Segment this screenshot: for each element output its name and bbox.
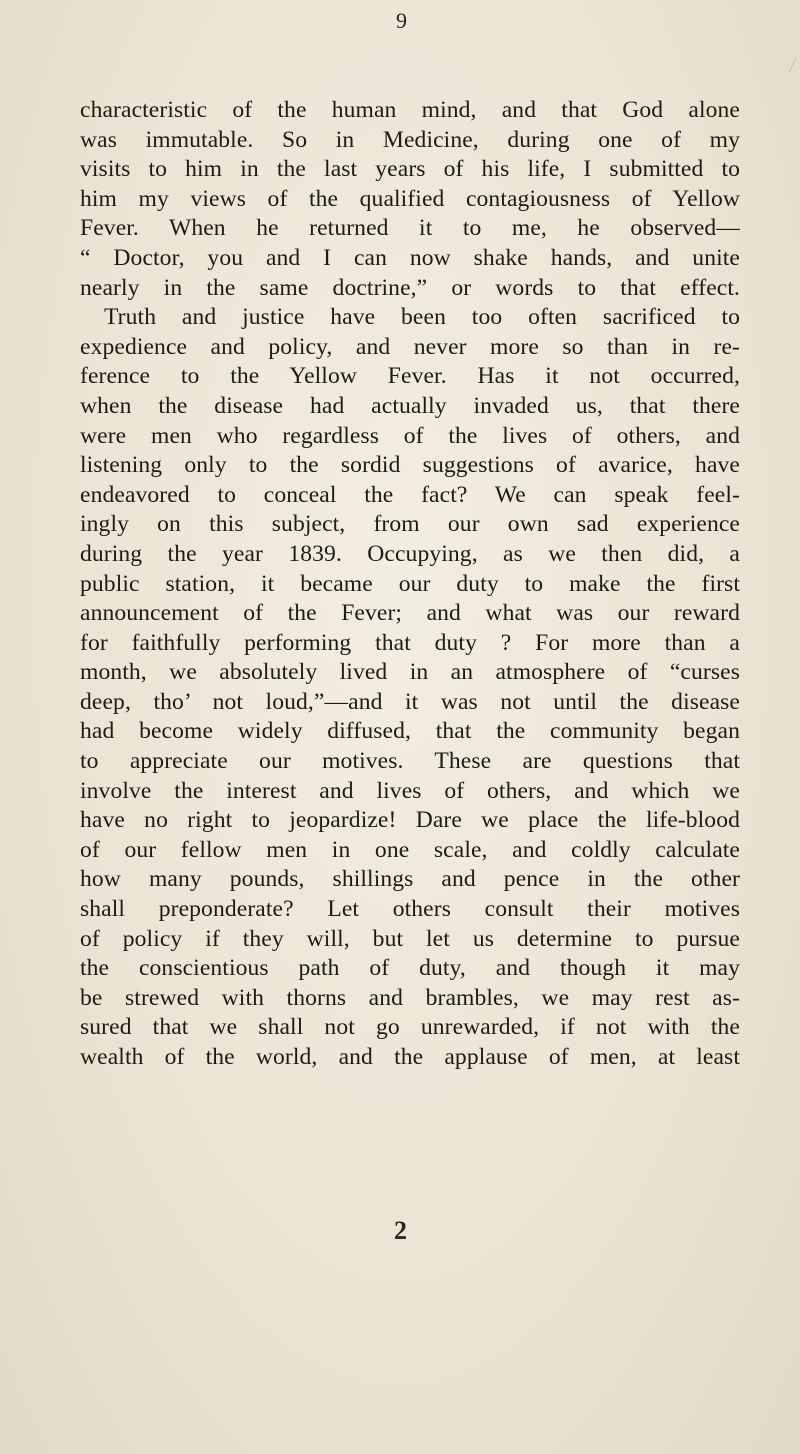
text-line: how many pounds, shillings and pence in the other (80, 866, 740, 893)
page-edge-mark (789, 57, 800, 74)
page-number: 9 (396, 8, 407, 33)
text-line: deep, tho’ not loud,”—and it was not until the disease (80, 688, 740, 715)
text-line: characteristic of the human mind, and that God alone (80, 97, 740, 123)
text-line: announcement of the Fever; and what was our reward (80, 600, 740, 627)
text-line: ingly on this subject, from our own sad experience (80, 511, 740, 538)
text-line: during the year 1839. Occupying, as we then did, a (80, 540, 740, 567)
text-line: him my views of the qualified contagiousness of Yellow (80, 185, 740, 212)
body-text (80, 96, 740, 1073)
text-line: listening only to the sordid suggestions of avarice, have (80, 452, 740, 479)
text-line: when the disease had actually invaded us, that there (80, 392, 740, 419)
text-line: “ Doctor, you and I can now shake hands, and unite (80, 244, 740, 271)
text-line: of our fellow men in one scale, and coldly calculate (80, 836, 740, 863)
text-line: public station, it became our duty to make the first (80, 570, 740, 597)
text-line: to appreciate our motives. These are questions that (80, 748, 740, 775)
text-line: wealth of the world, and the applause of men, at least (80, 1044, 740, 1070)
text-line: Fever. When he returned it to me, he observed— (80, 215, 740, 242)
text-line: involve the interest and lives of others, and which we (80, 777, 740, 804)
text-line: expedience and policy, and never more so than in re- (80, 333, 740, 360)
text-line: endeavored to conceal the fact? We can speak feel- (80, 481, 740, 508)
text-line: for faithfully performing that duty ? For more than a (80, 629, 740, 656)
text-line: had become widely diffused, that the community began (80, 718, 740, 745)
text-line: be strewed with thorns and brambles, we may rest as- (80, 984, 740, 1011)
text-line: month, we absolutely lived in an atmosphere of “curses (80, 659, 740, 686)
text-line: have no right to jeopardize! Dare we place the life-blood (80, 807, 740, 834)
text-line: shall preponderate? Let others consult their motives (80, 896, 740, 923)
text-line: the conscientious path of duty, and though it may (80, 955, 740, 982)
text-line: nearly in the same doctrine,” or words to that effect. (80, 274, 740, 301)
text-line: ference to the Yellow Fever. Has it not occurred, (80, 363, 740, 390)
text-line: Truth and justice have been too often sacrificed to (104, 304, 740, 331)
signature-mark: 2 (394, 1216, 407, 1245)
text-line: of policy if they will, but let us determine to pursue (80, 925, 740, 952)
text-line: visits to him in the last years of his life, I submitted to (80, 156, 740, 183)
text-line: were men who regardless of the lives of others, and (80, 422, 740, 449)
text-line: sured that we shall not go unrewarded, if not with the (80, 1014, 740, 1041)
text-line: was immutable. So in Medicine, during one of my (80, 126, 740, 153)
